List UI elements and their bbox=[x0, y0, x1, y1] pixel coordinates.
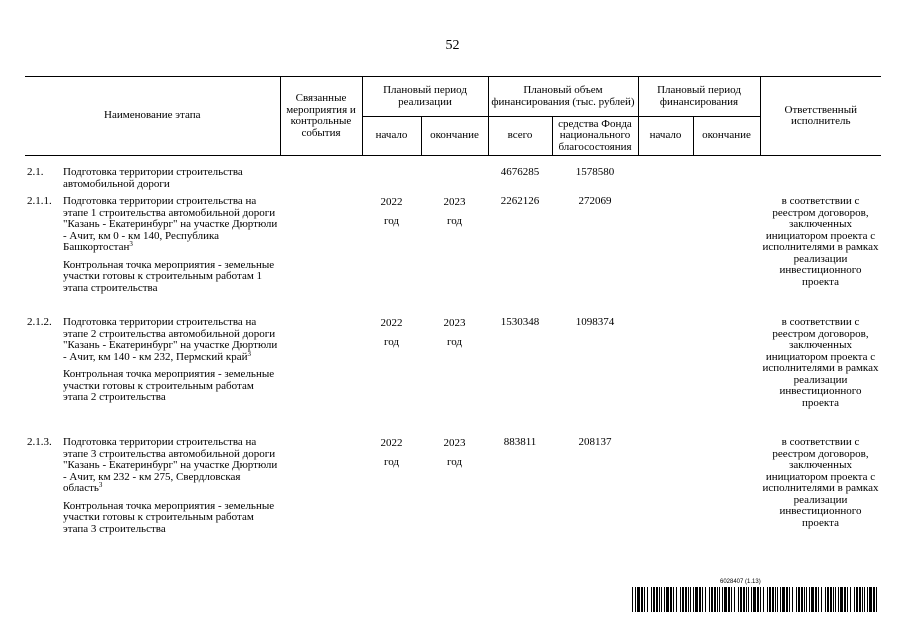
header-funding-volume: Плановый объем финансирования (тыс. рублей) bbox=[488, 77, 638, 117]
row-nwf: 208137 bbox=[578, 436, 612, 448]
barcode-bar bbox=[695, 587, 698, 612]
barcode-bar bbox=[796, 587, 797, 612]
barcode-bar bbox=[757, 587, 759, 612]
barcode-bar bbox=[789, 587, 790, 612]
barcode-bar bbox=[709, 587, 710, 612]
row-total: 1530348 bbox=[500, 316, 540, 328]
plan-table bbox=[25, 76, 881, 156]
barcode-bar bbox=[635, 587, 636, 612]
header-nwf: средства Фонда национального благосостояния bbox=[552, 117, 638, 156]
barcode-bar bbox=[876, 587, 877, 612]
barcode-bar bbox=[825, 587, 826, 612]
barcode-bar bbox=[830, 587, 832, 612]
barcode-bar bbox=[664, 587, 665, 612]
barcode-bar bbox=[738, 587, 739, 612]
row-responsible: в соответствии с реестром договоров, заключенных инициатором проекта с исполнителями в рамках реализации инвестиционного проекта bbox=[762, 436, 879, 529]
barcode-bar bbox=[838, 587, 839, 612]
row-end-year: 2023 год bbox=[443, 437, 466, 468]
barcode-bar bbox=[666, 587, 669, 612]
barcode-bar bbox=[856, 587, 858, 612]
row-nwf: 1578580 bbox=[575, 166, 615, 178]
barcode-bar bbox=[676, 587, 677, 612]
row-name: Подготовка территории строительства на этапе 3 строительства автомобильной дороги "Казань - Екатеринбург" на участке Дюртюли - Ачит, км 232 - км 275, Свердловская область$^3$ Контрольная точка мероприятия - земельные участки готовы к строительным работам этапа 3 строительства bbox=[63, 436, 278, 535]
header-start-2: начало bbox=[638, 117, 693, 156]
row-number: 2.1.3. bbox=[27, 436, 52, 448]
barcode-bar bbox=[772, 587, 774, 612]
footnote-mark: 3 bbox=[98, 481, 103, 489]
barcode-bar bbox=[833, 587, 834, 612]
row-end-year: 2023 год bbox=[443, 317, 466, 348]
barcode-bar bbox=[818, 587, 819, 612]
row-name: Подготовка территории строительства на этапе 2 строительства автомобильной дороги "Казань - Екатеринбург" на участке Дюртюли - Ачит, км 140 - км 232, Пермский край$^3$ Контрольная точка мероприятия - земельные участки готовы к строительным работам этапа 2 строительства bbox=[63, 316, 278, 403]
barcode-bar bbox=[743, 587, 745, 612]
barcode-bar bbox=[728, 587, 730, 612]
barcode-bar bbox=[786, 587, 788, 612]
row-name: Подготовка территории строительства на этапе 1 строительства автомобильной дороги "Казань - Екатеринбург" на участке Дюртюли - Ачит, км 0 - км 140, Республика Башкортостан$^3$ Контрольная точка мероприятия - земельные участки готовы к строительным работам 1 этапа строительства bbox=[63, 195, 278, 294]
barcode-bar bbox=[854, 587, 855, 612]
header-end: окончание bbox=[421, 117, 488, 156]
barcode-bar bbox=[673, 587, 674, 612]
row-number: 2.1.1. bbox=[27, 195, 52, 207]
header-end-2: окончание bbox=[693, 117, 760, 156]
barcode-bar bbox=[777, 587, 778, 612]
barcode-bar bbox=[867, 587, 868, 612]
page-number: 52 bbox=[445, 38, 460, 53]
header-planned-period: Плановый период реализации bbox=[362, 77, 488, 117]
barcode-bar bbox=[734, 587, 735, 612]
row-name: Подготовка территории строительства автомобильной дороги bbox=[63, 166, 243, 190]
barcode-bar bbox=[637, 587, 640, 612]
barcode-bar bbox=[835, 587, 836, 612]
barcode-bar bbox=[705, 587, 706, 612]
barcode-bar bbox=[693, 587, 694, 612]
barcode-bar bbox=[809, 587, 810, 612]
barcode-bar bbox=[731, 587, 732, 612]
table-row bbox=[25, 167, 881, 196]
row-start-year: 2022 год bbox=[380, 317, 403, 348]
barcode-bar bbox=[651, 587, 652, 612]
barcode-bar bbox=[798, 587, 800, 612]
row-start-year: 2022 год bbox=[380, 437, 403, 468]
header-related-events: Связанные мероприятия и контрольные события bbox=[280, 77, 362, 156]
barcode-bar bbox=[811, 587, 814, 612]
barcode-bar bbox=[767, 587, 768, 612]
table-row bbox=[25, 437, 881, 562]
barcode-bar bbox=[748, 587, 749, 612]
barcode-bar bbox=[702, 587, 703, 612]
barcode-bar bbox=[740, 587, 742, 612]
barcode-bar bbox=[840, 587, 843, 612]
barcode-bar bbox=[804, 587, 805, 612]
barcode-bar bbox=[844, 587, 846, 612]
footnote-mark: 3 bbox=[129, 240, 133, 248]
control-point: Контрольная точка мероприятия - земельные участки готовы к строительным работам этапа 3 строительства bbox=[63, 499, 275, 535]
barcode-bar bbox=[873, 587, 875, 612]
barcode-bar bbox=[682, 587, 684, 612]
footnote-mark: 3 bbox=[247, 349, 252, 358]
barcode-bar bbox=[763, 587, 764, 612]
barcode-bar bbox=[656, 587, 658, 612]
barcode-bar bbox=[751, 587, 752, 612]
barcode-bar bbox=[722, 587, 723, 612]
barcode-bar bbox=[661, 587, 662, 612]
row-total: 2262126 bbox=[500, 195, 540, 207]
row-total: 883811 bbox=[503, 436, 537, 448]
barcode-bar bbox=[653, 587, 655, 612]
barcode-bar bbox=[821, 587, 822, 612]
barcode-bar bbox=[801, 587, 803, 612]
barcode-bar bbox=[780, 587, 781, 612]
barcode-bar bbox=[815, 587, 817, 612]
barcode-bar bbox=[847, 587, 848, 612]
control-point: Контрольная точка мероприятия - земельные участки готовы к строительным работам этапа 2 строительства bbox=[63, 368, 275, 403]
header-total: всего bbox=[488, 117, 552, 156]
barcode-bar bbox=[859, 587, 861, 612]
barcode-bar bbox=[644, 587, 645, 612]
barcode-bar bbox=[711, 587, 713, 612]
row-responsible: в соответствии с реестром договоров, заключенных инициатором проекта с исполнителями в рамках реализации инвестиционного проекта bbox=[762, 195, 879, 288]
table-row bbox=[25, 317, 881, 437]
barcode-bar bbox=[864, 587, 865, 612]
table-row bbox=[25, 196, 881, 317]
barcode-bar bbox=[647, 587, 648, 612]
row-total: 4676285 bbox=[500, 166, 540, 178]
barcode-bar bbox=[717, 587, 718, 612]
barcode-bar bbox=[850, 587, 851, 612]
header-stage-name: Наименование этапа bbox=[25, 77, 280, 156]
barcode-bar bbox=[753, 587, 756, 612]
barcode-bar bbox=[769, 587, 771, 612]
control-point: Контрольная точка мероприятия - земельные участки готовы к строительным работам 1 этапа строительства bbox=[63, 258, 275, 294]
row-start-year: 2022 год bbox=[380, 196, 403, 227]
barcode-bar bbox=[688, 587, 689, 612]
barcode-bar bbox=[746, 587, 747, 612]
barcode-bar bbox=[827, 587, 829, 612]
barcode-number: 6028407 (1.13) bbox=[720, 579, 761, 585]
header-start: начало bbox=[362, 117, 421, 156]
barcode-bar bbox=[792, 587, 793, 612]
plan-table-body bbox=[25, 167, 881, 562]
barcode-bar bbox=[699, 587, 701, 612]
barcode-bar bbox=[760, 587, 761, 612]
barcode-bar bbox=[670, 587, 672, 612]
barcode-bar bbox=[724, 587, 727, 612]
row-end-year: 2023 год bbox=[443, 196, 466, 227]
header-funding-period: Плановый период финансирования bbox=[638, 77, 760, 117]
header-responsible: Ответственный исполнитель bbox=[760, 77, 881, 156]
barcode-bar bbox=[806, 587, 807, 612]
row-nwf: 1098374 bbox=[575, 316, 615, 328]
barcode-bar bbox=[685, 587, 687, 612]
row-number: 2.1.2. bbox=[27, 316, 52, 328]
barcode bbox=[632, 587, 880, 612]
barcode-bar bbox=[690, 587, 691, 612]
barcode-bar bbox=[719, 587, 720, 612]
row-responsible: в соответствии с реестром договоров, заключенных инициатором проекта с исполнителями в рамках реализации инвестиционного проекта bbox=[762, 316, 879, 409]
barcode-bar bbox=[775, 587, 776, 612]
barcode-bar bbox=[869, 587, 872, 612]
barcode-bar bbox=[632, 587, 633, 612]
barcode-bar bbox=[714, 587, 716, 612]
barcode-bar bbox=[659, 587, 660, 612]
barcode-bar bbox=[782, 587, 785, 612]
barcode-bar bbox=[680, 587, 681, 612]
barcode-bar bbox=[862, 587, 863, 612]
row-nwf: 272069 bbox=[578, 195, 612, 207]
row-number: 2.1. bbox=[27, 166, 44, 178]
barcode-bar bbox=[641, 587, 643, 612]
